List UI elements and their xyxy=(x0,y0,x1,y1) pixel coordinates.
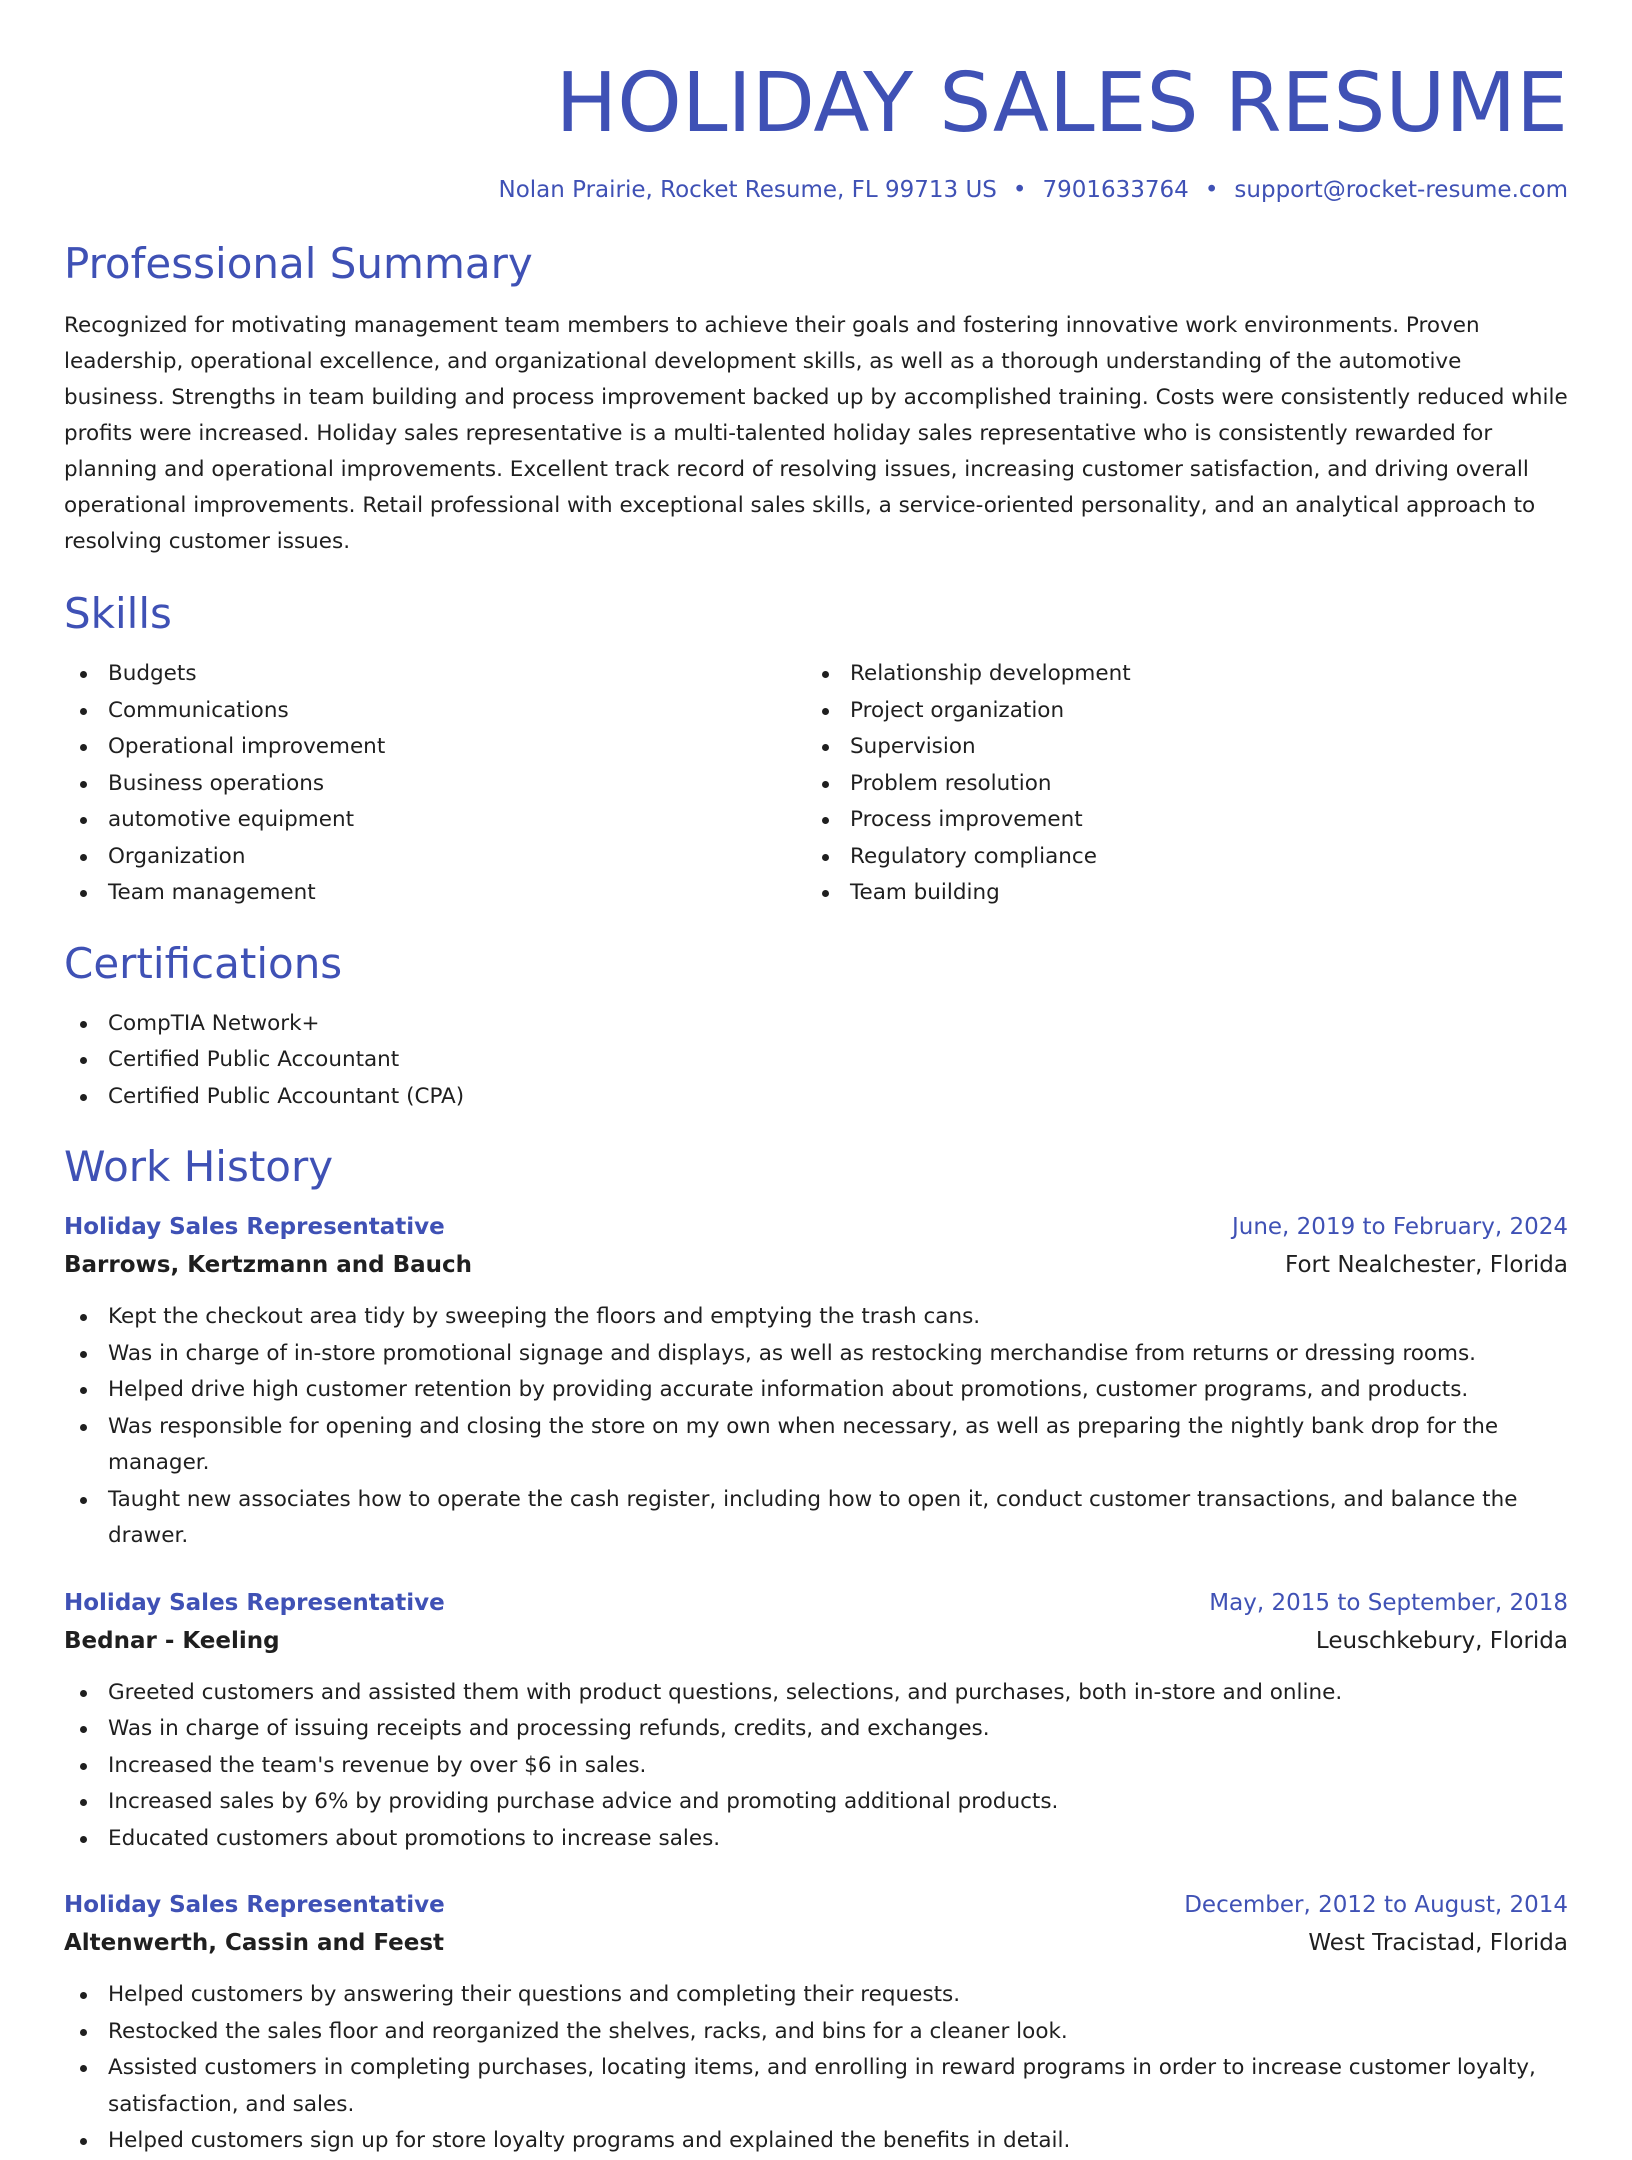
skill-item: Project organization xyxy=(806,693,1548,730)
skill-item: Process improvement xyxy=(806,802,1548,839)
job-header-row xyxy=(64,1209,1568,1245)
skills-columns xyxy=(64,656,1568,912)
skill-item: Supervision xyxy=(806,729,1548,766)
skill-item: Organization xyxy=(64,839,806,876)
skill-item: Relationship development xyxy=(806,656,1548,693)
contact-line xyxy=(64,174,1568,206)
contact-email: support@rocket-resume.com xyxy=(1234,177,1568,203)
certification-item: Certified Public Accountant (CPA) xyxy=(64,1079,1568,1116)
job-bullet: Helped customers by answering their questions and completing their requests. xyxy=(64,1977,1568,2014)
skill-item: Problem resolution xyxy=(806,766,1548,803)
contact-separator: • xyxy=(1012,177,1027,203)
job-company: Altenwerth, Cassin and Feest xyxy=(64,1930,445,1956)
job-dates: June, 2019 to February, 2024 xyxy=(1231,1214,1568,1240)
certification-item: CompTIA Network+ xyxy=(64,1006,1568,1043)
skills-list-right xyxy=(806,656,1548,912)
job-location: Leuschkebury, Florida xyxy=(1315,1627,1568,1654)
job-company-row xyxy=(64,1245,1568,1285)
job-bullet: Taught new associates how to operate the cash register, including how to open it, conduct customer transactions, and balance the drawer. xyxy=(64,1482,1568,1555)
job-company: Bednar - Keeling xyxy=(64,1627,280,1654)
skill-item: Team management xyxy=(64,875,806,912)
job-company-row xyxy=(64,1923,1568,1963)
summary-text: Recognized for motivating management team members to achieve their goals and fostering innovative work environments. Proven leadership, operational excellence, and organizational development skills, as well as a thorough understanding of the automotive business. Strengths in team building and process improvement backed up by accomplished training. Costs were consistently reduced while profits were increased. Holiday sales representative is a multi-talented holiday sales representative who is consistently rewarded for planning and operational improvements. Excellent track record of resolving issues, increasing customer satisfaction, and driving overall operational improvements. Retail professional with exceptional sales skills, a service-oriented personality, and an analytical approach to resolving customer issues. xyxy=(64,313,1568,554)
job-company: Barrows, Kertzmann and Bauch xyxy=(64,1252,473,1278)
job-entry xyxy=(64,1887,1568,2160)
job-bullets xyxy=(64,1299,1568,1555)
job-company-row xyxy=(64,1621,1568,1661)
job-dates: December, 2012 to August, 2014 xyxy=(1184,1892,1568,1918)
job-bullet: Was in charge of in-store promotional signage and displays, as well as restocking merchandise from returns or dressing rooms. xyxy=(64,1336,1568,1373)
skills-list-left xyxy=(64,656,806,912)
skill-item: Communications xyxy=(64,693,806,730)
job-bullets xyxy=(64,1675,1568,1858)
work-history-heading: Work History xyxy=(64,1142,334,1191)
skills-heading: Skills xyxy=(64,589,172,638)
job-bullet: Helped customers sign up for store loyalty programs and explained the benefits in detail. xyxy=(64,2123,1568,2160)
job-location: Fort Nealchester, Florida xyxy=(1285,1252,1568,1278)
job-header-row xyxy=(64,1887,1568,1923)
job-dates: May, 2015 to September, 2018 xyxy=(1209,1589,1568,1616)
job-bullet: Increased the team's revenue by over $6 in sales. xyxy=(64,1748,1568,1785)
skill-item: Operational improvement xyxy=(64,729,806,766)
job-title: Holiday Sales Representative xyxy=(64,1589,445,1616)
skill-item: automotive equipment xyxy=(64,802,806,839)
skill-item: Business operations xyxy=(64,766,806,803)
job-bullet: Was in charge of issuing receipts and processing refunds, credits, and exchanges. xyxy=(64,1711,1568,1748)
certifications-heading: Certifications xyxy=(64,938,343,988)
job-bullet: Educated customers about promotions to increase sales. xyxy=(64,1821,1568,1858)
job-bullet: Kept the checkout area tidy by sweeping the floors and emptying the trash cans. xyxy=(64,1299,1568,1336)
summary-heading: Professional Summary xyxy=(64,239,533,288)
job-bullets xyxy=(64,1977,1568,2160)
skill-item: Regulatory compliance xyxy=(806,839,1548,876)
job-bullet: Was responsible for opening and closing the store on my own when necessary, as well as preparing the nightly bank drop for the manager. xyxy=(64,1409,1568,1482)
contact-address: Nolan Prairie, Rocket Resume, FL 99713 US xyxy=(498,177,997,203)
job-bullet: Helped drive high customer retention by providing accurate information about promotions, customer programs, and products. xyxy=(64,1372,1568,1409)
job-location: West Tracistad, Florida xyxy=(1308,1930,1568,1956)
job-bullet: Greeted customers and assisted them with product questions, selections, and purchases, both in-store and online. xyxy=(64,1675,1568,1712)
certification-item: Certified Public Accountant xyxy=(64,1042,1568,1079)
job-bullet: Assisted customers in completing purchases, locating items, and enrolling in reward programs in order to increase customer loyalty, satisfaction, and sales. xyxy=(64,2050,1568,2123)
skill-item: Team building xyxy=(806,875,1548,912)
job-bullet: Increased sales by 6% by providing purchase advice and promoting additional products. xyxy=(64,1784,1568,1821)
job-title: Holiday Sales Representative xyxy=(64,1892,445,1918)
job-entry xyxy=(64,1585,1568,1858)
job-title: Holiday Sales Representative xyxy=(64,1214,445,1240)
certifications-list xyxy=(64,1006,1568,1116)
job-bullet: Restocked the sales floor and reorganized the shelves, racks, and bins for a cleaner look. xyxy=(64,2014,1568,2051)
job-header-row xyxy=(64,1585,1568,1621)
contact-separator: • xyxy=(1204,177,1219,203)
resume-page xyxy=(64,0,1568,2160)
skill-item: Budgets xyxy=(64,656,806,693)
contact-phone: 7901633764 xyxy=(1042,177,1189,203)
job-entry xyxy=(64,1209,1568,1555)
resume-title: HOLIDAY SALES RESUME xyxy=(555,56,1568,151)
